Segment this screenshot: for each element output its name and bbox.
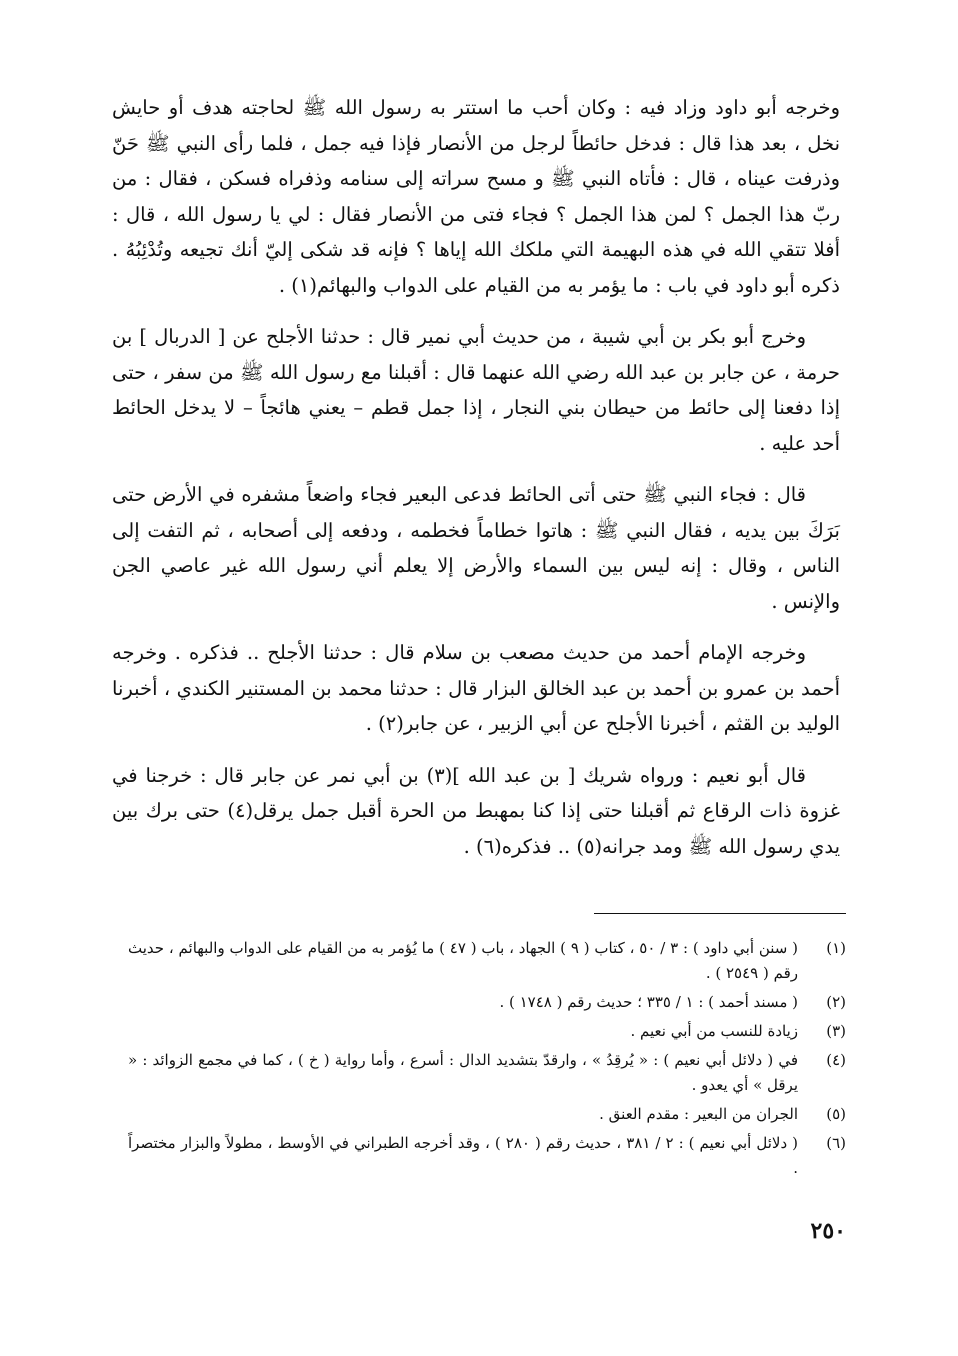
footnote-text: في ( دلائل أبي نعيم ) : « يُرقِدُ » ، وارقدّ بتشديد الدال : أسرع ، وأما رواية ( خ ) ، كما في مجمع الزوائد : « يرقل » أي يعدو . — [128, 1051, 798, 1094]
footnote-text: الجران من البعير : مقدم العنق . — [599, 1105, 798, 1123]
footnote-5 — [128, 1102, 846, 1127]
main-text-block — [112, 90, 840, 880]
footnote-6 — [128, 1131, 846, 1181]
footnote-number: (١) — [826, 939, 846, 957]
footnote-number: (٥) — [826, 1105, 846, 1123]
footnote-text: ( مسند أحمد ) : ١ / ٣٣٥ ؛ حديث رقم ( ١٧٤٨ ) . — [499, 993, 798, 1011]
footnote-number: (٤) — [826, 1051, 846, 1069]
footnote-3 — [128, 1019, 846, 1044]
footnote-number: (٦) — [826, 1134, 846, 1152]
footnote-number: (٣) — [826, 1022, 846, 1040]
footnote-2 — [128, 990, 846, 1015]
footnote-text: ( سنن أبي داود ) : ٣ / ٥٠ ، كتاب ( ٩ ) الجهاد ، باب ( ٤٧ ) ما يُؤمر به من القيام على الدواب والبهائم ، حديث رقم ( ٢٥٤٩ ) . — [128, 939, 799, 982]
paragraph-abu-nuaym: قال أبو نعيم : ورواه شريك [ بن عبد الله ](٣) بن أبي نمر عن جابر قال : خرجنا في غزوة ذات الرقاع ثم أقبلنا حتى إذا كنا بمهبط من الحرة أقبل جمل يرقل(٤) حتى برك بين يدي رسول الله ﷺ ومد جرانه(٥) .. فذكره(٦) . — [112, 763, 840, 858]
footnote-4 — [128, 1048, 846, 1098]
footnote-divider — [594, 913, 846, 914]
paragraph-camel-prostration: قال : فجاء النبي ﷺ حتى أتى الحائط فدعى البعير فجاء واضعاً مشفره في الأرض حتى بَرَكَ بين يديه ، فقال النبي ﷺ : هاتوا خطاماً فخطمه ، ودفعه إلى أصحابه ، ثم التفت إلى الناس ، وقال : إنه ليس بين السماء والأرض إلا يعلم أني رسول الله غير عاصي الجن والإنس . — [112, 483, 840, 613]
paragraph-ahmad-bazzar: وخرجه الإمام أحمد من حديث مصعب بن سلام قال : حدثنا الأجلح .. فذكره . وخرجه أحمد بن عمرو بن أحمد بن عبد الخالق البزار قال : حدثنا محمد بن المستنير الكندي ، أخبرنا الوليد بن القثم ، أخبرنا الأجلح عن أبي الزبير ، عن جابر(٢) . — [112, 641, 840, 735]
footnote-text: زيادة للنسب من أبي نعيم . — [630, 1022, 798, 1040]
page-number: ٢٥٠ — [810, 1218, 846, 1244]
footnotes-section — [128, 936, 846, 1185]
paragraph-abu-dawud: وخرجه أبو داود وزاد فيه : وكان أحب ما استتر به رسول الله ﷺ لحاجته هدف أو حايش نخل ، بعد هذا قال : فدخل حائطاً لرجل من الأنصار فإذا فيه جمل ، فلما رأى النبي ﷺ حَنّ وذرفت عيناه ، قال : فأتاه النبي ﷺ و مسح سراته إلى سنامه وذفراه فسكن ، فقال : من ربّ هذا الجمل ؟ لمن هذا الجمل ؟ فجاء فتى من الأنصار فقال : لي يا رسول الله ، قال : أفلا تتقي الله في هذه البهيمة التي ملكك الله إياها ؟ فإنه قد شكى إليّ أنك تجيعه وتُدْئِبُهُ . ذكره أبو داود في باب : ما يؤمر به من القيام على الدواب والبهائم(١) . — [112, 96, 840, 297]
footnote-1 — [128, 936, 846, 986]
footnote-text: ( دلائل أبي نعيم ) : ٢ / ٣٨١ ، حديث رقم ( ٢٨٠ ) ، وقد أخرجه الطبراني في الأوسط ، مطولاً والبزار مختصراً . — [128, 1134, 798, 1177]
footnote-number: (٢) — [826, 993, 846, 1011]
paragraph-ibn-abi-shaybah: وخرج أبو بكر بن أبي شيبة ، من حديث أبي نمير قال : حدثنا الأجلح عن [ الدربال ] بن حرمة ، عن جابر بن عبد الله رضي الله عنهما قال : أقبلنا مع رسول الله ﷺ من سفر ، حتى إذا دفعنا إلى حائط من حيطان بني النجار ، إذا جمل قطم – يعني هائجاً – لا يدخل الحائط أحد عليه . — [112, 325, 840, 455]
